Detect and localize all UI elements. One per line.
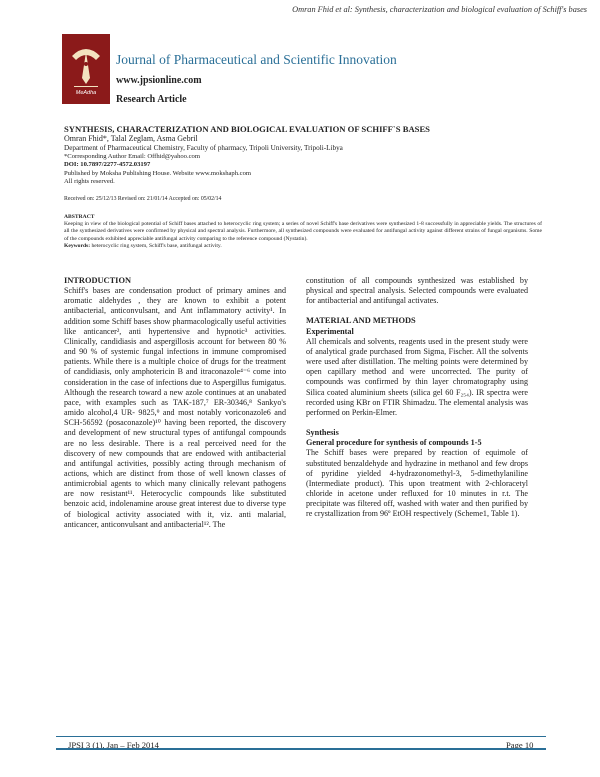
footer-divider (56, 736, 546, 737)
right-column (306, 276, 528, 519)
footer-bar (56, 748, 546, 750)
footer-page-number: Page 10 (506, 740, 534, 750)
introduction-heading: INTRODUCTION (64, 276, 132, 285)
article-title: SYNTHESIS, CHARACTERIZATION AND BIOLOGICAL EVALUATION OF SCHIFF`S BASES (64, 124, 430, 134)
article-doi: DOI: 10.7897/2277-4572.03197 (64, 161, 151, 169)
introduction-paragraph: Schiff's bases are condensation product of primary amines and aromatic aldehydes , they are known to exhibit a potent antibacterial, anticonvulsant, and Ant inflammatory activity¹. In addition some Schiff bases show pharmacologically useful activities like anticancer², anti hypertensive and hypnotic³ activities. Clinically, candidiasis and aspergillosis account for between 80 % and 90 % of systemic fungal infections in immune compromised patients. While there is a multiple choice of drugs for the treatment of candidiasis, only amphotericin B and itraconazole⁴⁻⁶ come into consideration in the case of infections due to Aspergillus fumigatus. Although the research toward a new azole continues at an unabated pace, with examples such as TAK-187,⁷ ER-30346,⁸ Sankyo's amido alcohol,4 UR- 9825,⁹ and most notably voriconazole6 and SCH-56592 (posaconazole)¹⁰ having been reported, the discovery and development of new structural types of antifungal compounds are no less desirable. There is a real perceived need for the discovery of new compounds that are endowed with antibacterial and antifungal activities, possibly acting through mechanism of actions, which are distinct from those of well known classes of antimicrobial agents to which many clinically relevant pathogens are now resistant¹¹. Heterocyclic compounds like substituted benzoic acid, indolenamine arouse great interest due to diverse type of biological activity associated with it, viz. anti malarial, anticancer, anticonvulsant and antibacterial¹². The (64, 286, 286, 529)
article-authors: Omran Fhid*, Talal Zeglam, Asma Gebril (64, 134, 198, 143)
article-type: Research Article (116, 94, 187, 105)
article-dates: Received on: 25/12/13 Revised on: 21/01/14 Accepted on: 05/02/14 (64, 196, 222, 202)
experimental-heading: Experimental (306, 326, 354, 336)
abstract-heading: ABSTRACT (64, 214, 95, 220)
experimental-paragraph: All chemicals and solvents, reagents used in the present study were of analytical grade purchased from Sigma, Fischer. All the solvents were used after distillation. The melting points were determined by open capillary method and were uncorrected. The purity of compounds was confirmed by thin layer chromatography using Silica coated aluminium sheets (silica gel 60 F₂₅₄). IR spectra were recorded using KBr on FTIR Shimadzu. The elemental analysis was performed on Perkin-Elmer. (306, 336, 528, 417)
abstract-text: Keeping in view of the biological potential of Schiff bases attached to heterocyclic ring system; a series of novel Schiff's base derivatives were synthesized 1-8 successfully in appreciable yields. The structures of all the synthesized derivatives were confirmed by physical and spectral analysis. Furthermore, all synthesized compounds were evaluated for antifungal activity against different strains of fungal organisms. Some of the compounds exhibited appreciable antifungal activity comparing to the reference compound (Nystatin). (64, 221, 542, 242)
abstract (64, 214, 542, 250)
corresponding-email: *Corresponding Author Email: Offhid@yahoo.com (64, 153, 200, 160)
journal-title: Journal of Pharmaceutical and Scientific Innovation (116, 52, 397, 67)
publisher-line: Published by Moksha Publishing House. Website www.mokshaph.com (64, 169, 252, 177)
journal-url[interactable]: www.jpsionline.com (116, 75, 202, 86)
materials-methods-heading: MATERIAL AND METHODS (306, 316, 416, 326)
keywords-text: heterocyclic ring system, Schiff's base, antifungal activity. (90, 242, 222, 249)
synthesis-heading: Synthesis (306, 428, 339, 438)
left-column (64, 276, 286, 530)
synthesis-paragraph: The Schiff bases were prepared by reaction of equimole of substituted benzaldehyde and hydrazine in methanol and few drops of pyridine yielded 4-hydrazonomethyl-3, 5-dimethylaniline (Intermediate product). This upon treatment with 2-chloracetyl chloride in acetone under refluxed for 10 minutes in r.t. The precipitate was filtered off, washed with water and then purified by re crystallization from 96º EtOH respectively (Scheme1, Table 1). (306, 448, 528, 519)
running-head: Omran Fhid et al: Synthesis, characterization and biological evaluation of Schiff's bases (292, 5, 587, 14)
intro-continuation: constitution of all compounds synthesized was established by physical and spectral analysis. Selected compounds were evaluated for antibacterial and antifungal activates. (306, 276, 528, 306)
rights-line: All rights reserved. (64, 178, 115, 186)
article-meta (64, 124, 544, 187)
article-affiliation: Department of Pharmaceutical Chemistry, Faculty of pharmacy, Tripoli University, Tripoli-Libya (64, 144, 343, 152)
keywords-label: Keywords: (64, 242, 91, 249)
general-procedure-heading: General procedure for synthesis of compounds 1-5 (306, 438, 482, 448)
publisher-logo-text: MeAdha (75, 90, 97, 96)
footer-issue: JPSI 3 (1), Jan – Feb 2014 (68, 740, 159, 750)
